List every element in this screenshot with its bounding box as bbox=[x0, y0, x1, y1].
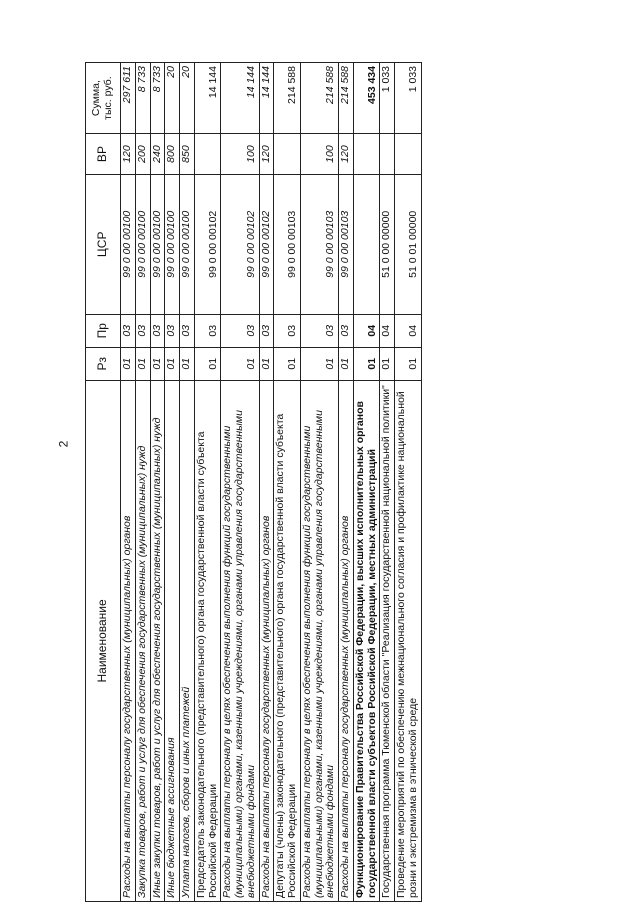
cell-csr: 99 0 00 00102 bbox=[194, 174, 221, 314]
header-name: Наименование bbox=[86, 380, 121, 901]
cell-vr: 120 bbox=[339, 134, 354, 175]
cell-name: Функционирование Правительства Российской Федерации, высших исполнительных органов государственной власти субъектов Российской Федерации, местных администраций bbox=[353, 380, 380, 901]
table-row bbox=[339, 63, 354, 902]
cell-rz: 01 bbox=[300, 347, 338, 380]
cell-pr: 04 bbox=[353, 314, 380, 347]
table-row bbox=[274, 63, 301, 902]
cell-sum: 214 588 bbox=[300, 63, 338, 134]
page-number: 2 bbox=[56, 440, 71, 448]
cell-name: Расходы на выплаты персоналу государственных (муниципальных) органов bbox=[339, 380, 354, 901]
cell-csr: 51 0 01 00000 bbox=[395, 174, 422, 314]
table-row bbox=[353, 63, 380, 902]
cell-name: Депутаты (члены) законодательного (представительного) органа государственной власти субъекта Российской Федерации bbox=[274, 380, 301, 901]
header-sum bbox=[86, 63, 121, 134]
cell-csr: 51 0 00 00000 bbox=[380, 174, 395, 314]
cell-name: Расходы на выплаты персоналу в целях обеспечения выполнения функций государственными (муниципальными) органами, казенными учреждениями, органами управления государственными внебюджетными фондами bbox=[221, 380, 259, 901]
header-sum-line1: Сумма, bbox=[90, 80, 103, 117]
cell-pr: 03 bbox=[121, 314, 136, 347]
cell-csr: 99 0 00 00100 bbox=[150, 174, 165, 314]
cell-vr: 120 bbox=[121, 134, 136, 175]
cell-vr: 850 bbox=[180, 134, 195, 175]
rotated-page-content bbox=[85, 62, 569, 902]
cell-rz: 01 bbox=[150, 347, 165, 380]
table-row bbox=[221, 63, 259, 902]
cell-rz: 01 bbox=[165, 347, 180, 380]
cell-csr: 99 0 00 00100 bbox=[135, 174, 150, 314]
cell-rz: 01 bbox=[221, 347, 259, 380]
cell-rz: 01 bbox=[339, 347, 354, 380]
table-row bbox=[380, 63, 395, 902]
table-row bbox=[150, 63, 165, 902]
cell-pr: 03 bbox=[194, 314, 221, 347]
cell-rz: 01 bbox=[194, 347, 221, 380]
cell-pr: 03 bbox=[165, 314, 180, 347]
table-body bbox=[121, 63, 422, 902]
cell-csr: 99 0 00 00103 bbox=[339, 174, 354, 314]
table-row bbox=[194, 63, 221, 902]
cell-csr: 99 0 00 00100 bbox=[121, 174, 136, 314]
cell-pr: 03 bbox=[259, 314, 274, 347]
cell-csr: 99 0 00 00100 bbox=[165, 174, 180, 314]
cell-pr: 03 bbox=[300, 314, 338, 347]
cell-sum: 453 434 bbox=[353, 63, 380, 134]
cell-sum: 8 733 bbox=[150, 63, 165, 134]
header-pr: Пр bbox=[86, 314, 121, 347]
table-row bbox=[259, 63, 274, 902]
cell-sum: 20 bbox=[165, 63, 180, 134]
budget-table bbox=[85, 62, 422, 902]
cell-csr: 99 0 00 00102 bbox=[221, 174, 259, 314]
cell-rz: 01 bbox=[121, 347, 136, 380]
cell-name: Уплата налогов, сборов и иных платежей bbox=[180, 380, 195, 901]
table-row bbox=[121, 63, 136, 902]
table-header-row bbox=[86, 63, 121, 902]
table-row bbox=[135, 63, 150, 902]
cell-pr: 04 bbox=[380, 314, 395, 347]
header-vr: ВР bbox=[86, 134, 121, 175]
cell-vr: 800 bbox=[165, 134, 180, 175]
cell-csr: 99 0 00 00103 bbox=[300, 174, 338, 314]
cell-rz: 01 bbox=[135, 347, 150, 380]
cell-rz: 01 bbox=[274, 347, 301, 380]
cell-sum: 8 733 bbox=[135, 63, 150, 134]
table-row bbox=[165, 63, 180, 902]
table-row bbox=[180, 63, 195, 902]
cell-csr: 99 0 00 00102 bbox=[259, 174, 274, 314]
cell-rz: 01 bbox=[380, 347, 395, 380]
cell-name: Проведение мероприятий по обеспечению межнационального согласия и профилактике национальной розни и экстремизма в этнической среде bbox=[395, 380, 422, 901]
cell-pr: 03 bbox=[221, 314, 259, 347]
cell-sum: 20 bbox=[180, 63, 195, 134]
cell-csr: 99 0 00 00103 bbox=[274, 174, 301, 314]
cell-name: Закупка товаров, работ и услуг для обеспечения государственных (муниципальных) нужд bbox=[135, 380, 150, 901]
cell-rz: 01 bbox=[180, 347, 195, 380]
table-row bbox=[300, 63, 338, 902]
cell-rz: 01 bbox=[353, 347, 380, 380]
header-csr: ЦСР bbox=[86, 174, 121, 314]
cell-pr: 03 bbox=[339, 314, 354, 347]
cell-pr: 03 bbox=[274, 314, 301, 347]
cell-sum: 214 588 bbox=[339, 63, 354, 134]
header-rz: Рз bbox=[86, 347, 121, 380]
cell-pr: 03 bbox=[180, 314, 195, 347]
cell-sum: 1 033 bbox=[380, 63, 395, 134]
cell-vr bbox=[194, 134, 221, 175]
cell-name: Иные закупки товаров, работ и услуг для обеспечения государственных (муниципальных) нужд bbox=[150, 380, 165, 901]
cell-name: Расходы на выплаты персоналу государственных (муниципальных) органов bbox=[121, 380, 136, 901]
table-row bbox=[395, 63, 422, 902]
cell-vr: 100 bbox=[300, 134, 338, 175]
cell-name: Председатель законодательного (представительного) органа государственной власти субъекта Российской Федерации bbox=[194, 380, 221, 901]
cell-pr: 04 bbox=[395, 314, 422, 347]
cell-vr: 100 bbox=[221, 134, 259, 175]
cell-vr bbox=[395, 134, 422, 175]
cell-csr bbox=[353, 174, 380, 314]
cell-name: Иные бюджетные ассигнования bbox=[165, 380, 180, 901]
cell-vr: 200 bbox=[135, 134, 150, 175]
cell-vr: 240 bbox=[150, 134, 165, 175]
cell-sum: 297 611 bbox=[121, 63, 136, 134]
cell-name: Расходы на выплаты персоналу в целях обеспечения выполнения функций государственными (муниципальными) органами, казенными учреждениями, органами управления государственными внебюджетными фондами bbox=[300, 380, 338, 901]
cell-sum: 14 144 bbox=[194, 63, 221, 134]
cell-vr bbox=[353, 134, 380, 175]
cell-sum: 214 588 bbox=[274, 63, 301, 134]
cell-sum: 14 144 bbox=[221, 63, 259, 134]
header-sum-line2: тыс. руб. bbox=[102, 76, 114, 120]
cell-name: Государственная программа Тюменской области "Реализация государственной национальной политики" bbox=[380, 380, 395, 901]
cell-csr: 99 0 00 00100 bbox=[180, 174, 195, 314]
cell-vr bbox=[380, 134, 395, 175]
cell-sum: 14 144 bbox=[259, 63, 274, 134]
cell-pr: 03 bbox=[150, 314, 165, 347]
cell-sum: 1 033 bbox=[395, 63, 422, 134]
cell-vr: 120 bbox=[259, 134, 274, 175]
cell-vr bbox=[274, 134, 301, 175]
cell-pr: 03 bbox=[135, 314, 150, 347]
cell-rz: 01 bbox=[395, 347, 422, 380]
cell-name: Расходы на выплаты персоналу государственных (муниципальных) органов bbox=[259, 380, 274, 901]
cell-rz: 01 bbox=[259, 347, 274, 380]
